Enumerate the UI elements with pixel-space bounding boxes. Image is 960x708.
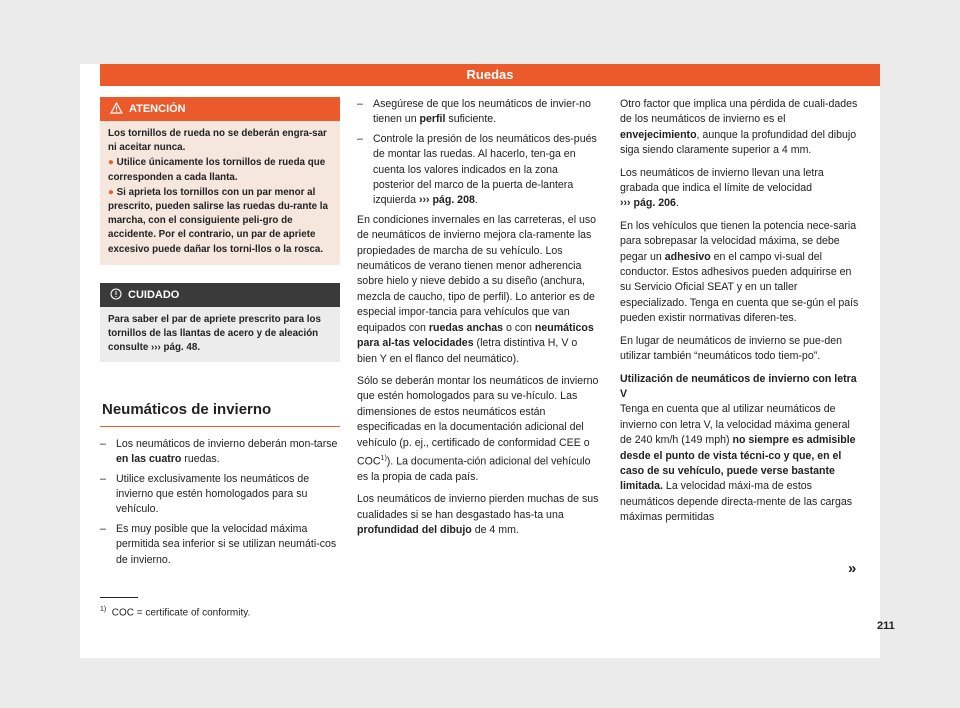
bullet-icon: ● <box>108 157 117 169</box>
info-circle-icon <box>110 285 122 309</box>
warning-title: ATENCIÓN <box>129 103 186 115</box>
subheading: Utilización de neumáticos de invierno con letra V <box>620 372 857 400</box>
column-left <box>100 97 340 572</box>
list-item: – Es muy posible que la velocidad máxima permitida sea inferior si se utilizan neumáti-cos de invierno. <box>100 522 340 568</box>
section-title: Neumáticos de invierno <box>100 402 340 426</box>
page-link[interactable]: ››› pág. 206 <box>620 197 676 210</box>
paragraph: Sólo se deberán montar los neumáticos de invierno que estén homologados para su ve-hículo. Las dimensiones de estos neumáticos están especificadas en la documentación adicional del vehículo (p. ej., certificado de conformidad CEE o COC$^{1)}$). La documenta-ción adicional del vehículo es la propia de cada país. <box>357 374 599 483</box>
caution-box <box>100 283 340 363</box>
list-item: – Asegúrese de que los neumáticos de invier-no tienen un perfil suficiente. <box>357 97 600 128</box>
warning-bullet-1: ● Utilice únicamente los tornillos de rueda que corresponden a cada llanta. <box>108 157 326 183</box>
paragraph: En condiciones invernales en las carreteras, el uso de neumáticos de invierno mejora cla-ramente las propiedades de marcha de su vehículo. Los neumáticos de verano tienen menor adherencia sobre hielo y nieve debido a su diseño (anchura, mezcla de caucho, tipo de perfil). Lo anterior es de especial impor-tancia para vehículos que van equipados con ruedas anchas o con neumáticos para al-tas velocidades (letra distintiva H, V o bien Y en el flanco del neumático). <box>357 213 597 365</box>
section-list <box>100 437 340 568</box>
paragraph: En lugar de neumáticos de invierno se pue-den utilizar también “neumáticos todo tiem-po”. <box>620 334 843 363</box>
caution-title: CUIDADO <box>128 288 180 301</box>
chapter-header: Ruedas <box>100 64 880 86</box>
page-number: 211 <box>877 620 895 632</box>
list-item: – Utilice exclusivamente los neumáticos de invierno que estén homologados para su vehículo. <box>100 472 340 518</box>
footnote-ref: 1) <box>380 454 387 462</box>
footnote-divider <box>100 597 138 598</box>
warning-triangle-icon <box>110 99 123 123</box>
check-list <box>357 97 600 209</box>
column-middle <box>357 97 600 546</box>
footnote: $^{1)}$ COC = certificate of conformity. <box>100 606 251 619</box>
continue-icon: » <box>848 560 857 577</box>
list-item: – Controle la presión de los neumáticos des-pués de montar las ruedas. Al hacerlo, ten-ga en cuenta los valores indicados en la zona posterior del marco de la puerta de-lantera izquierda ››› pág. 208. <box>357 132 600 209</box>
warning-intro: Los tornillos de rueda no se deberán engra-sar ni aceitar nunca. <box>108 128 327 154</box>
paragraph: Los neumáticos de invierno pierden muchas de sus cualidades si se han desgastado has-ta una profundidad del dibujo de 4 mm. <box>357 493 599 537</box>
caution-box-header <box>100 283 340 307</box>
warning-box-body <box>100 121 340 265</box>
list-item: – Los neumáticos de invierno deberán mon-tarse en las cuatro ruedas. <box>100 437 340 468</box>
warning-bullet-2: ● Si aprieta los tornillos con un par menor al prescrito, pueden salirse las ruedas du-rante la marcha, con el consiguiente peli-gro de accidente. Por el contrario, un par de apriete excesivo puede dañar los torni-llos o la rosca. <box>108 186 328 255</box>
warning-box-header <box>100 97 340 121</box>
caution-box-body: Para saber el par de apriete prescrito para los tornillos de las llantas de acero y de aleación consulte ››› pág. 48. <box>100 307 340 363</box>
page-link[interactable]: ››› pág. 48 <box>151 342 198 354</box>
warning-box <box>100 97 340 265</box>
paragraph: Otro factor que implica una pérdida de cuali-dades de los neumáticos de invierno es el envejecimiento, aunque la profundidad del dibujo siga siendo claramente superior a 4 mm. <box>620 98 858 157</box>
paragraph: Tenga en cuenta que al utilizar neumáticos de invierno con letra V, la velocidad máxima general de 240 km/h (149 mph) no siempre es admisible desde el punto de vista técni-co y que, en el caso de su vehículo, puede verse bastante limitada. La velocidad máxi-ma de estos neumáticos depende directa-mente de las cargas máximas permitidas <box>620 403 856 524</box>
paragraph: En los vehículos que tienen la potencia nece-saria para sobrepasar la velocidad máxima, se debe pegar un adhesivo en el campo vi-sual del conductor. Estos adhesivos pueden adquirirse en su Servicio Oficial SEAT y en un taller especializado. Tenga en cuenta que se-gún el país pueden existir normativas diferen-tes. <box>620 219 859 325</box>
page-link[interactable]: ››› pág. 208 <box>418 194 475 207</box>
bullet-icon: ● <box>108 186 117 198</box>
column-right <box>620 97 860 533</box>
paragraph: Los neumáticos de invierno llevan una letra grabada que indica el límite de velocidad ››› pág. 206. <box>620 166 824 210</box>
